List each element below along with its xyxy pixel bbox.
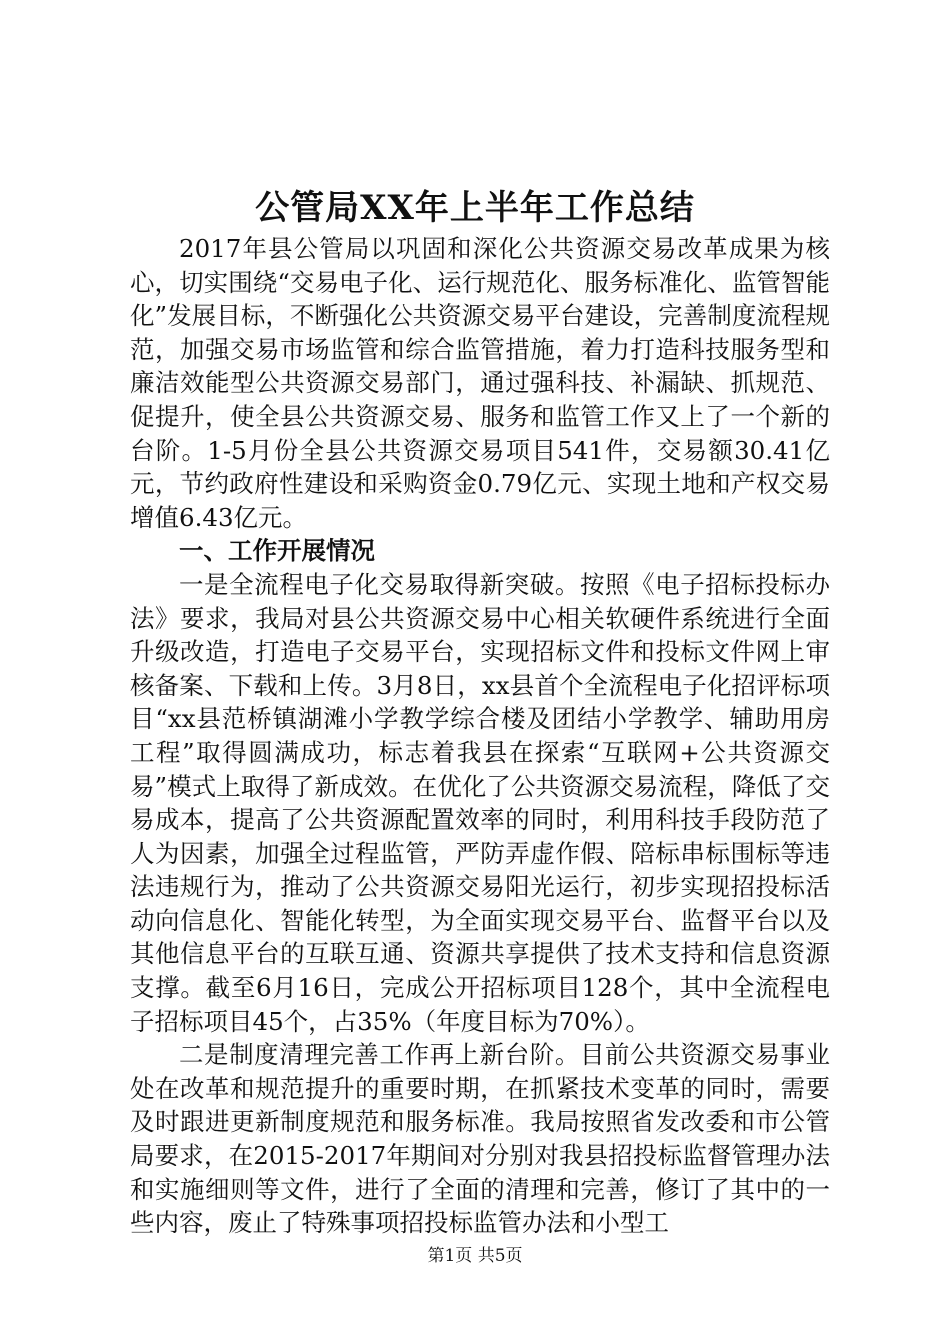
page-footer: 第1页 共5页 bbox=[427, 1246, 523, 1266]
paragraph-system-improvement: 二是制度清理完善工作再上新台阶。目前公共资源交易事业处在改革和规范提升的重要时期，在抓紧技术变革的同时，需要及时跟进更新制度规范和服务标准。我局按照省发改委和市公管局要求，在2015-2017年期间对分别对我县招投标监督管理办法和实施细则等文件，进行了全面的清理和完善，修订了其中的一些内容，废止了特殊事项招投标监管办法和小型工 bbox=[130, 1040, 830, 1238]
document-body bbox=[130, 232, 830, 1240]
intro-paragraph: 2017年县公管局以巩固和深化公共资源交易改革成果为核心，切实围绕“交易电子化、运行规范化、服务标准化、监管智能化”发展目标，不断强化公共资源交易平台建设，完善制度流程规范，加强交易市场监管和综合监管措施，着力打造科技服务型和廉洁效能型公共资源交易部门，通过强科技、补漏缺、抓规范、促提升，使全县公共资源交易、服务和监管工作又上了一个新的台阶。1-5月份全县公共资源交易项目541件，交易额30.41亿元，节约政府性建设和采购资金0.79亿元、实现土地和产权交易增值6.43亿元。 bbox=[130, 234, 830, 532]
paragraph-electronic-trading: 一是全流程电子化交易取得新突破。按照《电子招标投标办法》要求，我局对县公共资源交易中心相关软硬件系统进行全面升级改造，打造电子交易平台，实现招标文件和投标文件网上审核备案、下载和上传。3月8日，xx县首个全流程电子化招评标项目“xx县范桥镇湖滩小学教学综合楼及团结小学教学、辅助用房工程”取得圆满成功，标志着我县在探索“互联网+公共资源交易”模式上取得了新成效。在优化了公共资源交易流程，降低了交易成本，提高了公共资源配置效率的同时，利用科技手段防范了人为因素，加强全过程监管，严防弄虚作假、陪标串标围标等违法违规行为，推动了公共资源交易阳光运行，初步实现招投标活动向信息化、智能化转型，为全面实现交易平台、监督平台以及其他信息平台的互联互通、资源共享提供了技术支持和信息资源支撑。截至6月16日，完成公开招标项目128个，其中全流程电子招标项目45个，占35%（年度目标为70%）。 bbox=[130, 569, 830, 1036]
page-title: 公管局XX年上半年工作总结 bbox=[255, 188, 695, 228]
section-heading: 一、工作开展情况 bbox=[179, 536, 375, 566]
